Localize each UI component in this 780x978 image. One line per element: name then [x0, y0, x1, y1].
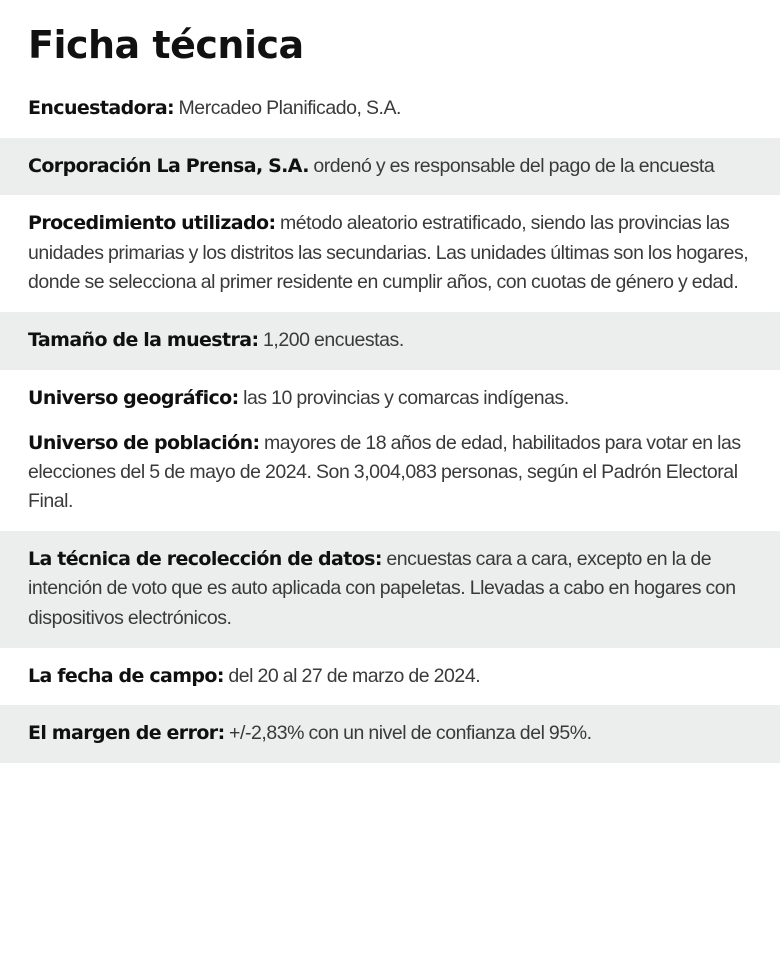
entry-universo-poblacion: [0, 427, 780, 531]
entry-procedimiento: [0, 195, 780, 312]
entry-margen-error: [0, 705, 780, 763]
entry-label: Procedimiento utilizado:: [28, 212, 276, 235]
entry-label: Tamaño de la muestra:: [28, 329, 259, 352]
entry-value: encuestas cara a cara, excepto en la de intención de voto que es auto aplicada con papeletas. Llevadas a cabo en hogares con dispositivos electrónicos.: [28, 547, 736, 629]
entry-value: Mercadeo Planificado, S.A.: [178, 96, 402, 119]
entry-encuestadora: [0, 80, 780, 138]
page-title: Ficha técnica: [28, 23, 304, 67]
entry-corporacion: [0, 138, 780, 196]
entry-value: del 20 al 27 de marzo de 2024.: [228, 664, 481, 687]
entry-label: Encuestadora:: [28, 96, 175, 119]
entry-universo-geografico: [0, 370, 780, 427]
entry-tamano-muestra: [0, 312, 780, 370]
entry-value: método aleatorio estratificado, siendo las provincias las unidades primarias y los distritos las secundarias. Las unidades últimas son los hogares, donde se selecciona al primer residente en cumplir años, con cuotas de género y edad.: [28, 212, 749, 294]
entry-value: +/-2,83% con un nivel de confianza del 95%.: [229, 722, 592, 745]
entry-label: La técnica de recolección de datos:: [28, 547, 382, 570]
entry-label: La fecha de campo:: [28, 664, 224, 687]
entry-value: mayores de 18 años de edad, habilitados para votar en las elecciones del 5 de mayo de 2024. Son 3,004,083 personas, según el Padrón Electoral Final.: [28, 431, 741, 513]
entry-fecha-campo: [0, 648, 780, 706]
entry-value: ordenó y es responsable del pago de la encuesta: [313, 154, 715, 177]
entry-value: las 10 provincias y comarcas indígenas.: [243, 386, 569, 409]
entry-label: Universo de población:: [28, 431, 260, 454]
entry-tecnica-recoleccion: [0, 531, 780, 648]
entry-value: 1,200 encuestas.: [262, 329, 404, 352]
entry-label: Corporación La Prensa, S.A.: [28, 154, 309, 177]
entry-label: El margen de error:: [28, 722, 225, 745]
entry-label: Universo geográfico:: [28, 386, 239, 409]
